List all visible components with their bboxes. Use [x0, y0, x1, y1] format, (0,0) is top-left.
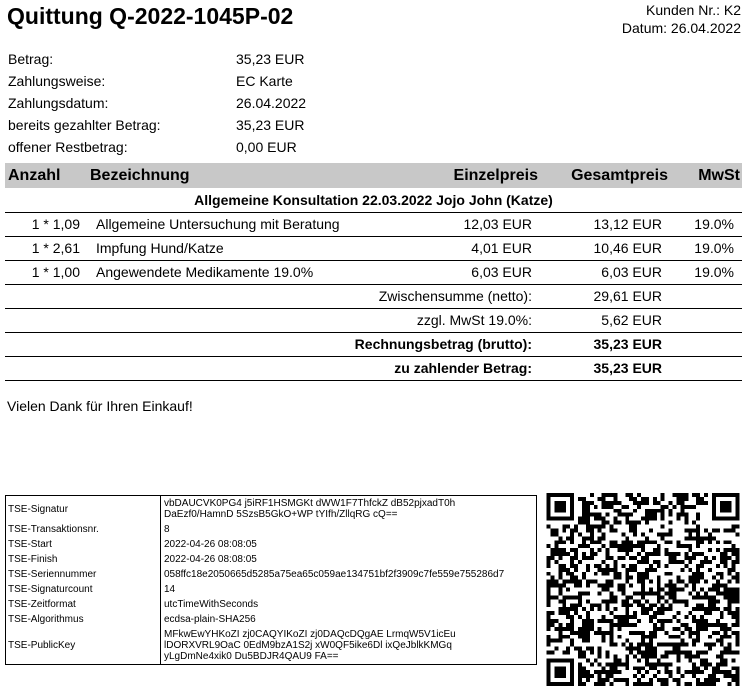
tse-key: TSE-Zeitformat — [8, 599, 76, 610]
item-desc: Impfung Hund/Katze — [96, 240, 224, 256]
tse-value: MFkwEwYHKoZI zj0CAQYIKoZI zj0DAQcDQgAE LrmqW5V1icEu lDORXVRL9OaC 0EdM9bzA1S2j xW0QF5ike6Dl ixQeJblkKMGq yLgDmNe4xik0 Du5BDJR4QAU9 FA== — [160, 627, 536, 664]
summary-row — [5, 333, 742, 357]
summary-value: 29,61 EUR — [593, 288, 662, 304]
payment-label: Zahlungsweise: — [8, 73, 106, 89]
payment-value: EC Karte — [236, 73, 293, 89]
tse-key: TSE-Signaturcount — [8, 584, 93, 595]
customer-number: Kunden Nr.: K2 — [646, 2, 741, 18]
tse-row — [6, 582, 536, 597]
tse-value: 2022-04-26 08:08:05 — [160, 537, 536, 552]
payment-value: 0,00 EUR — [236, 139, 297, 155]
header-total: Gesamtpreis — [571, 167, 668, 184]
header-qty: Anzahl — [8, 167, 61, 184]
tse-key: TSE-Start — [8, 539, 52, 550]
tse-row — [6, 496, 536, 522]
payment-label: offener Restbetrag: — [8, 139, 128, 155]
payment-label: bereits gezahlter Betrag: — [8, 117, 161, 133]
payment-value: 26.04.2022 — [236, 95, 307, 111]
summary-row — [5, 309, 742, 333]
summary-label: zu zahlender Betrag: — [394, 360, 532, 376]
item-qty: 1 * 1,09 — [31, 216, 80, 232]
tse-row — [6, 597, 536, 612]
summary-row — [5, 357, 742, 381]
header-unit: Einzelpreis — [453, 167, 538, 184]
items-table — [5, 163, 742, 381]
tse-value: vbDAUCVK0PG4 j5iRF1HSMGKt dWW1F7ThfckZ dB52pjxadT0h DaEzf0/HamnD 5SzsB5GkO+WP tYIfh/ZllqRG cQ== — [160, 496, 536, 522]
tse-value: 058ffc18e2050665d5285a75ea65c059ae134751bf2f3909c7fe559e755286d7 — [160, 567, 536, 582]
tse-key: TSE-Algorithmus — [8, 614, 84, 625]
table-row — [5, 213, 742, 237]
summary-value: 35,23 EUR — [593, 360, 662, 376]
item-unit-price: 4,01 EUR — [471, 240, 532, 256]
item-qty: 1 * 1,00 — [31, 264, 80, 280]
table-header — [5, 163, 742, 188]
tse-row — [6, 627, 536, 664]
tse-value: utcTimeWithSeconds — [160, 597, 536, 612]
tse-value: 14 — [160, 582, 536, 597]
item-qty: 1 * 2,61 — [31, 240, 80, 256]
receipt-title: Quittung Q-2022-1045P-02 — [7, 3, 294, 29]
table-row — [5, 261, 742, 285]
item-unit-price: 6,03 EUR — [471, 264, 532, 280]
header-desc: Bezeichnung — [90, 167, 190, 184]
tse-row — [6, 552, 536, 567]
header-vat: MwSt — [698, 167, 740, 184]
summary-value: 5,62 EUR — [601, 312, 662, 328]
item-desc: Allgemeine Untersuchung mit Beratung — [96, 216, 340, 232]
tse-table — [5, 495, 537, 665]
item-vat: 19.0% — [694, 216, 734, 232]
receipt-date: Datum: 26.04.2022 — [621, 20, 741, 36]
tse-row — [6, 537, 536, 552]
item-vat: 19.0% — [694, 240, 734, 256]
tse-row — [6, 567, 536, 582]
receipt-meta — [622, 1, 741, 37]
summary-value: 35,23 EUR — [593, 336, 662, 352]
summary-row — [5, 285, 742, 309]
tse-key: TSE-Seriennummer — [8, 569, 97, 580]
item-total: 13,12 EUR — [593, 216, 662, 232]
tse-value: 8 — [160, 522, 536, 537]
item-unit-price: 12,03 EUR — [463, 216, 532, 232]
tse-key: TSE-PublicKey — [8, 640, 76, 651]
tse-key: TSE-Signatur — [8, 503, 69, 515]
tse-row — [6, 522, 536, 537]
section-header: Allgemeine Konsultation 22.03.2022 Jojo John (Katze) — [5, 188, 742, 213]
payment-label: Betrag: — [8, 51, 54, 67]
item-total: 10,46 EUR — [593, 240, 662, 256]
item-vat: 19.0% — [694, 264, 734, 280]
summary-label: Rechnungsbetrag (brutto): — [354, 336, 532, 352]
payment-value: 35,23 EUR — [236, 117, 305, 133]
summary-label: Zwischensumme (netto): — [378, 288, 532, 304]
payment-value: 35,23 EUR — [236, 51, 305, 67]
summary-label: zzgl. MwSt 19.0%: — [416, 312, 532, 328]
item-desc: Angewendete Medikamente 19.0% — [96, 264, 314, 280]
tse-key: TSE-Finish — [8, 554, 58, 565]
table-row — [5, 237, 742, 261]
tse-value: 2022-04-26 08:08:05 — [160, 552, 536, 567]
qr-code — [545, 493, 741, 686]
tse-row — [6, 612, 536, 627]
thank-you-note: Vielen Dank für Ihren Einkauf! — [7, 398, 193, 414]
qr-modules — [547, 493, 740, 686]
tse-key: TSE-Transaktionsnr. — [8, 524, 99, 535]
item-total: 6,03 EUR — [601, 264, 662, 280]
tse-value: ecdsa-plain-SHA256 — [160, 612, 536, 627]
payment-label: Zahlungsdatum: — [8, 95, 109, 111]
